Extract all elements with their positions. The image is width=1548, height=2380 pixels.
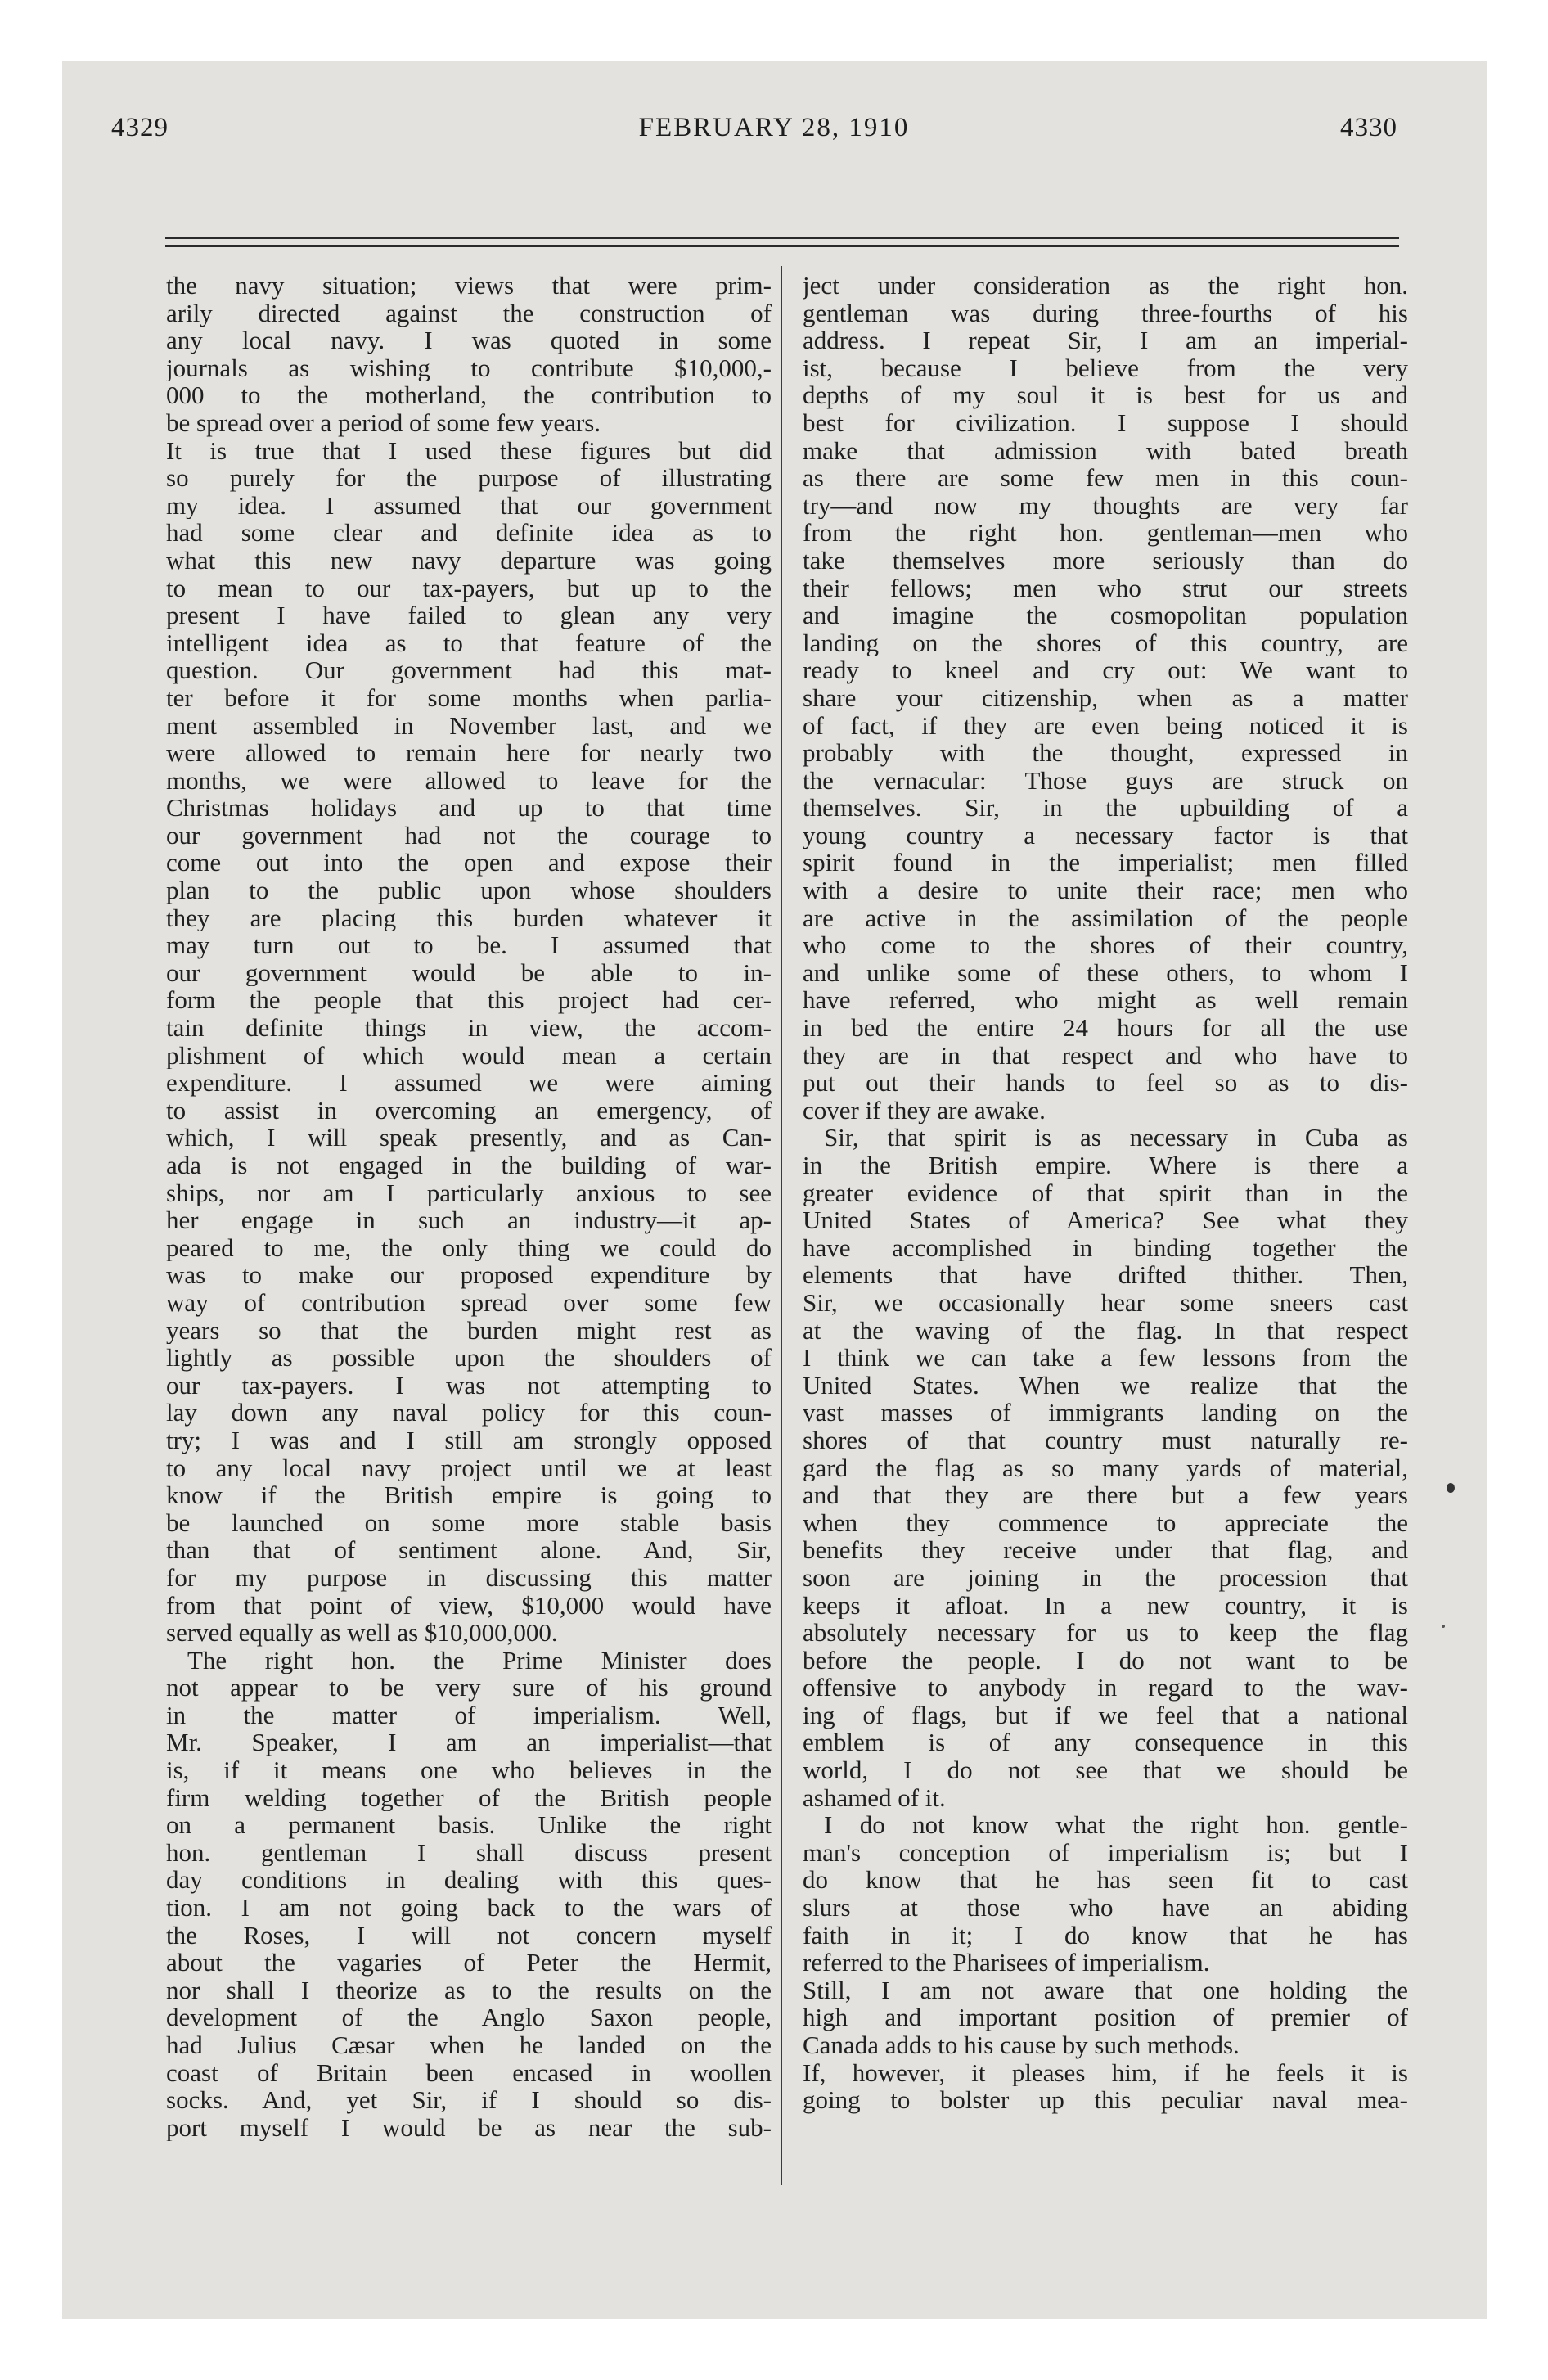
text-line: be spread over a period of some few years.	[166, 408, 601, 437]
text-line: our government would be able to in-	[166, 958, 772, 987]
text-line: ready to kneel and cry out: We want to	[803, 656, 1408, 684]
text-line: world, I do not see that we should be	[803, 1756, 1408, 1784]
text-line: peared to me, the only thing we could do	[166, 1233, 772, 1262]
text-line: put out their hands to feel so as to dis-	[803, 1069, 1408, 1097]
text-line: The right hon. the Prime Minister does	[187, 1646, 772, 1675]
text-line: which, I will speak presently, and as Can-	[166, 1124, 772, 1152]
text-line: from that point of view, $10,000 would have	[166, 1591, 772, 1620]
text-line: ashamed of it.	[803, 1783, 946, 1812]
text-line: address. I repeat Sir, I am an imperial-	[803, 327, 1408, 354]
text-line: emblem is of any consequence in this	[803, 1729, 1408, 1757]
text-line: months, we were allowed to leave for the	[166, 766, 772, 795]
text-line: gentleman was during three-fourths of his	[803, 299, 1408, 327]
text-line: as there are some few men in this coun-	[803, 464, 1408, 492]
text-line: to assist in overcoming an emergency, of	[166, 1096, 772, 1125]
text-line: about the vagaries of Peter the Hermit,	[166, 1949, 772, 1977]
text-line: be launched on some more stable basis	[166, 1508, 772, 1537]
text-line: was to make our proposed expenditure by	[166, 1261, 772, 1289]
text-line: young country a necessary factor is that	[803, 821, 1408, 850]
text-line: coast of Britain been encased in woollen	[166, 2058, 772, 2087]
text-line: who come to the shores of their country,	[803, 931, 1408, 959]
text-line: It is true that I used these figures but did	[166, 436, 772, 465]
text-line: in the British empire. Where is there a	[803, 1152, 1408, 1179]
text-line: shores of that country must naturally re-	[803, 1426, 1408, 1454]
text-line: Mr. Speaker, I am an imperialist—that	[166, 1729, 772, 1757]
text-line: than that of sentiment alone. And, Sir,	[166, 1536, 772, 1564]
text-line: form the people that this project had cer-	[166, 986, 772, 1015]
text-line: question. Our government had this mat-	[166, 656, 772, 684]
text-line: best for civilization. I suppose I should	[803, 408, 1408, 437]
left-text-column	[166, 272, 772, 2141]
text-line: our government had not the courage to	[166, 821, 772, 850]
text-line: may turn out to be. I assumed that	[166, 931, 772, 959]
text-line: have referred, who might as well remain	[803, 986, 1408, 1015]
text-line: hon. gentleman I shall discuss present	[166, 1838, 772, 1867]
text-line: come out into the open and expose their	[166, 849, 772, 877]
scan-speck	[1442, 1625, 1445, 1628]
text-line: expenditure. I assumed we were aiming	[166, 1069, 772, 1097]
text-line: socks. And, yet Sir, if I should so dis-	[166, 2086, 772, 2114]
text-line: have accomplished in binding together the	[803, 1233, 1408, 1262]
text-line: try—and now my thoughts are very far	[803, 491, 1408, 520]
text-line: Canada adds to his cause by such methods.	[803, 2031, 1240, 2059]
text-line: greater evidence of that spirit than in the	[803, 1179, 1408, 1207]
text-line: offensive to anybody in regard to the wav-	[803, 1674, 1408, 1702]
text-line: is, if it means one who believes in the	[166, 1756, 772, 1784]
text-line: referred to the Pharisees of imperialism.	[803, 1949, 1210, 1977]
text-line: and that they are there but a few years	[803, 1481, 1408, 1509]
text-line: on a permanent basis. Unlike the right	[166, 1811, 772, 1839]
text-line: benefits they receive under that flag, and	[803, 1536, 1408, 1564]
text-line: from the right hon. gentleman—men who	[803, 519, 1408, 547]
text-line: my idea. I assumed that our government	[166, 491, 772, 520]
text-line: our tax-payers. I was not attempting to	[166, 1371, 772, 1400]
text-line: cover if they are awake.	[803, 1096, 1046, 1125]
text-line: port myself I would be as near the sub-	[166, 2113, 772, 2142]
text-line: gard the flag as so many yards of material,	[803, 1454, 1408, 1482]
text-line: the Roses, I will not concern myself	[166, 1921, 772, 1950]
text-line: plan to the public upon whose shoulders	[166, 877, 772, 904]
text-line: spirit found in the imperialist; men filled	[803, 849, 1408, 877]
text-line: Sir, we occasionally hear some sneers cast	[803, 1288, 1408, 1317]
text-line: before the people. I do not want to be	[803, 1646, 1408, 1675]
header-rule-thin	[165, 237, 1399, 239]
text-line: to any local navy project until we at least	[166, 1454, 772, 1482]
text-line: arily directed against the construction of	[166, 299, 772, 327]
text-line: United States. When we realize that the	[803, 1371, 1408, 1400]
text-line: served equally as well as $10,000,000.	[166, 1619, 558, 1647]
text-line: nor shall I theorize as to the results on the	[166, 1976, 772, 2004]
text-line: ment assembled in November last, and we	[166, 711, 772, 740]
text-line: slurs at those who have an abiding	[803, 1894, 1408, 1922]
text-line: lay down any naval policy for this coun-	[166, 1399, 772, 1427]
text-line: they are placing this burden whatever it	[166, 904, 772, 932]
text-line: keeps it afloat. In a new country, it is	[803, 1591, 1408, 1620]
text-line: soon are joining in the procession that	[803, 1563, 1408, 1592]
text-line: any local navy. I was quoted in some	[166, 327, 772, 354]
text-line: development of the Anglo Saxon people,	[166, 2004, 772, 2031]
text-line: firm welding together of the British people	[166, 1783, 772, 1812]
text-line: of fact, if they are even being noticed it is	[803, 711, 1408, 740]
text-line: ter before it for some months when parlia-	[166, 683, 772, 712]
text-line: for my purpose in discussing this matter	[166, 1563, 772, 1592]
text-line: high and important position of premier of	[803, 2004, 1408, 2031]
text-line: elements that have drifted thither. Then,	[803, 1261, 1408, 1289]
text-line: journals as wishing to contribute $10,000,-	[166, 354, 772, 382]
text-line: were allowed to remain here for nearly two	[166, 739, 772, 767]
text-line: they are in that respect and who have to	[803, 1041, 1408, 1070]
text-line: in bed the entire 24 hours for all the use	[803, 1014, 1408, 1042]
text-line: intelligent idea as to that feature of the	[166, 629, 772, 657]
text-line: years so that the burden might rest as	[166, 1316, 772, 1345]
text-line: probably with the thought, expressed in	[803, 739, 1408, 767]
text-line: their fellows; men who strut our streets	[803, 574, 1408, 602]
text-line: ject under consideration as the right hon.	[803, 272, 1408, 300]
text-line: ships, nor am I particularly anxious to see	[166, 1179, 772, 1207]
text-line: at the waving of the flag. In that respect	[803, 1316, 1408, 1345]
text-line: faith in it; I do know that he has	[803, 1921, 1408, 1950]
text-line: United States of America? See what they	[803, 1206, 1408, 1234]
text-line: lightly as possible upon the shoulders of	[166, 1344, 772, 1372]
text-line: depths of my soul it is best for us and	[803, 381, 1408, 409]
page-number-right: 4330	[1340, 113, 1397, 142]
text-line: ada is not engaged in the building of war-	[166, 1152, 772, 1179]
text-line: tain definite things in view, the accom-	[166, 1014, 772, 1042]
text-line: had Julius Cæsar when he landed on the	[166, 2031, 772, 2059]
text-line: the navy situation; views that were prim-	[166, 272, 772, 300]
text-line: ing of flags, but if we feel that a national	[803, 1701, 1408, 1729]
text-line: do know that he has seen fit to cast	[803, 1866, 1408, 1895]
text-line: present I have failed to glean any very	[166, 602, 772, 629]
column-divider	[781, 266, 782, 2185]
text-line: and imagine the cosmopolitan population	[803, 602, 1408, 629]
text-line: way of contribution spread over some few	[166, 1288, 772, 1317]
text-line: 000 to the motherland, the contribution to	[166, 381, 772, 409]
text-line: Christmas holidays and up to that time	[166, 794, 772, 822]
text-line: her engage in such an industry—it ap-	[166, 1206, 772, 1234]
text-line: and unlike some of these others, to whom I	[803, 958, 1408, 987]
text-line: plishment of which would mean a certain	[166, 1041, 772, 1070]
text-line: day conditions in dealing with this ques-	[166, 1866, 772, 1895]
text-line: know if the British empire is going to	[166, 1481, 772, 1509]
text-line: to mean to our tax-payers, but up to the	[166, 574, 772, 602]
text-line: absolutely necessary for us to keep the flag	[803, 1619, 1408, 1647]
text-line: landing on the shores of this country, are	[803, 629, 1408, 657]
text-line: with a desire to unite their race; men who	[803, 877, 1408, 904]
text-line: so purely for the purpose of illustrating	[166, 464, 772, 492]
text-line: going to bolster up this peculiar naval mea-	[803, 2086, 1408, 2114]
right-text-column	[803, 272, 1408, 2114]
text-line: what this new navy departure was going	[166, 546, 772, 575]
scan-speck	[1447, 1483, 1455, 1493]
text-line: Still, I am not aware that one holding the	[803, 1976, 1408, 2004]
text-line: make that admission with bated breath	[803, 436, 1408, 465]
text-line: when they commence to appreciate the	[803, 1508, 1408, 1537]
page-number-left: 4329	[111, 113, 169, 142]
text-line: themselves. Sir, in the upbuilding of a	[803, 794, 1408, 822]
text-line: I think we can take a few lessons from the	[803, 1344, 1408, 1372]
text-line: share your citizenship, when as a matter	[803, 683, 1408, 712]
text-line: had some clear and definite idea as to	[166, 519, 772, 547]
text-line: vast masses of immigrants landing on the	[803, 1399, 1408, 1427]
text-line: take themselves more seriously than do	[803, 546, 1408, 575]
page-date-heading: FEBRUARY 28, 1910	[638, 113, 910, 142]
text-line: not appear to be very sure of his ground	[166, 1674, 772, 1702]
text-line: Sir, that spirit is as necessary in Cuba as	[824, 1124, 1408, 1152]
text-line: in the matter of imperialism. Well,	[166, 1701, 772, 1729]
text-line: the vernacular: Those guys are struck on	[803, 766, 1408, 795]
text-line: tion. I am not going back to the wars of	[166, 1894, 772, 1922]
header-rule-thick	[165, 245, 1399, 247]
text-line: ist, because I believe from the very	[803, 354, 1408, 382]
text-line: try; I was and I still am strongly opposed	[166, 1426, 772, 1454]
text-line: man's conception of imperialism is; but I	[803, 1838, 1408, 1867]
text-line: If, however, it pleases him, if he feels it is	[803, 2058, 1408, 2087]
text-line: are active in the assimilation of the people	[803, 904, 1408, 932]
text-line: I do not know what the right hon. gentle-	[824, 1811, 1408, 1839]
